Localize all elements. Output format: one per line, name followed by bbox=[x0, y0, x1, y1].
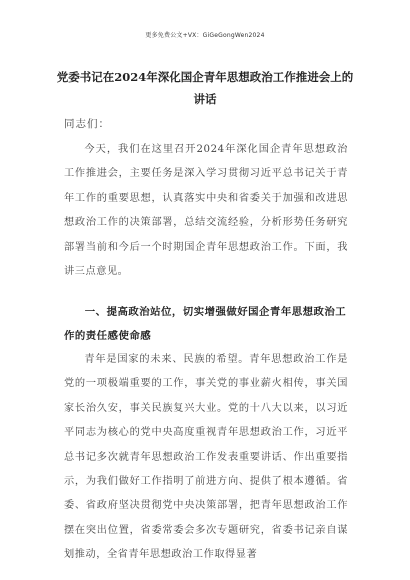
greeting: 同志们： bbox=[64, 118, 110, 130]
document-title: 党委书记在2024年深化国企青年思想政治工作推进会上的讲话 bbox=[56, 70, 354, 106]
section-paragraph: 青年是国家的未来、民族的希望。青年思想政治工作是党的一项极端重要的工作，事关党的事业薪火相传，事关国家长治久安，事关民族复兴大业。党的十八大以来，以习近平同志为核心的党中央高度重视青年思想政治工作，习近平总书记多次就青年思想政治工作发表重要讲话、作出重要指示，为我们做好工作指明了前进方向、提供了根本遵循。省委、省政府坚决贯彻党中央决策部署，把青年思想政治工作摆在突出位置，省委常委会多次专题研究，省委书记亲自谋划推动，全省青年思想政治工作取得显著 bbox=[64, 354, 348, 561]
header-note: 更多免费公文+VX：GiGeGongWen2024 bbox=[145, 32, 265, 39]
intro-paragraph: 今天，我们在这里召开2024年深化国企青年思想政治工作推进会，主要任务是深入学习贯彻习近平总书记关于青年工作的重要思想，认真落实中央和省委关于加强和改进思想政治工作的决策部署，总结交流经验，分析形势任务研究部署当前和今后一个时期国企青年思想政治工作。下面，我讲三点意见。 bbox=[64, 144, 348, 278]
section-heading: 一、提高政治站位，切实增强做好国企青年思想政治工作的责任感使命感 bbox=[64, 306, 347, 342]
